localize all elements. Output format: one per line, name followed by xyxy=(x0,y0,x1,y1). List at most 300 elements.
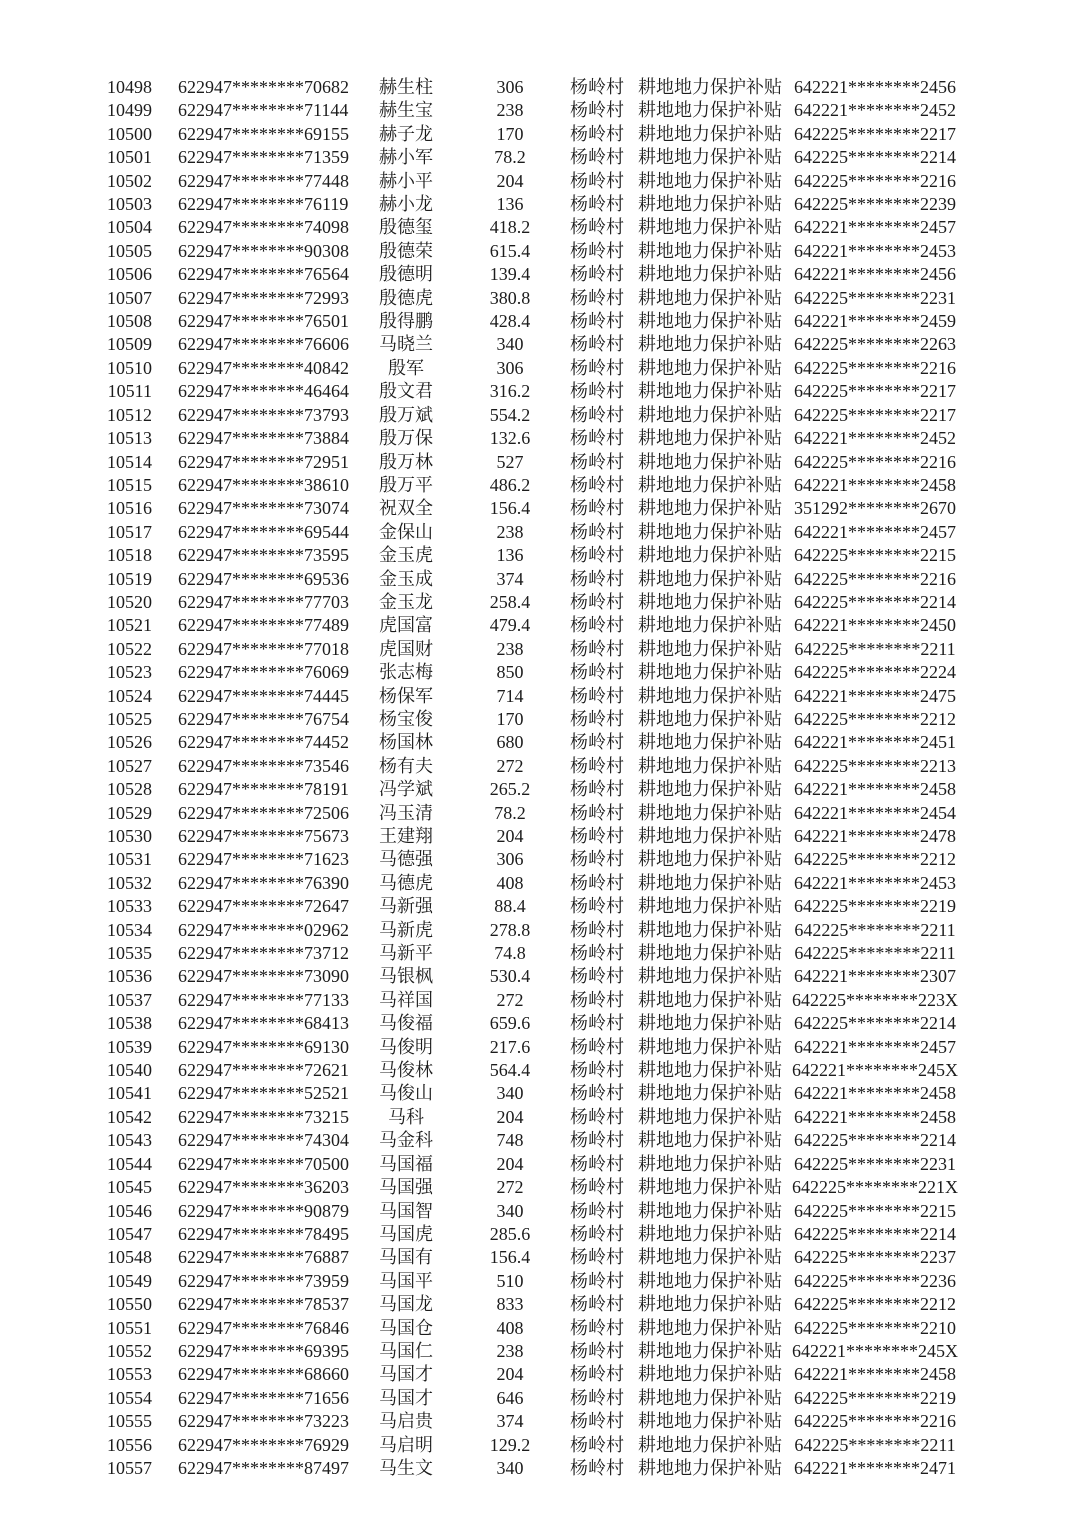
name-cell: 马俊明 xyxy=(379,1036,433,1057)
amount-cell: 170 xyxy=(496,123,524,144)
subsidy-type-cell: 耕地地力保护补贴 xyxy=(638,755,782,776)
village-cell: 杨岭村 xyxy=(570,240,624,261)
amount-cell: 204 xyxy=(496,170,524,191)
account-cell: 642225********2216 xyxy=(794,451,956,472)
id-number-cell: 622947********77489 xyxy=(178,615,349,636)
id-number-cell: 622947********76119 xyxy=(178,194,349,215)
table-row xyxy=(0,1340,1074,1363)
account-cell: 642221********2457 xyxy=(794,521,956,542)
amount-cell: 204 xyxy=(496,1153,524,1174)
village-cell: 杨岭村 xyxy=(570,943,624,964)
village-cell: 杨岭村 xyxy=(570,1060,624,1081)
seq-cell: 10511 xyxy=(107,381,152,402)
subsidy-type-cell: 耕地地力保护补贴 xyxy=(638,896,782,917)
table-row xyxy=(0,544,1074,567)
account-cell: 642225********2219 xyxy=(794,896,956,917)
amount-cell: 265.2 xyxy=(489,779,531,800)
account-cell: 642225********2216 xyxy=(794,170,956,191)
account-cell: 642221********2458 xyxy=(794,474,956,495)
amount-cell: 278.8 xyxy=(489,919,531,940)
name-cell: 马国才 xyxy=(379,1387,433,1408)
seq-cell: 10543 xyxy=(107,1130,152,1151)
account-cell: 642225********2216 xyxy=(794,357,956,378)
id-number-cell: 622947********74445 xyxy=(178,685,349,706)
amount-cell: 316.2 xyxy=(489,381,531,402)
name-cell: 殷文君 xyxy=(379,381,433,402)
name-cell: 马新平 xyxy=(379,943,433,964)
amount-cell: 156.4 xyxy=(489,498,531,519)
name-cell: 马德强 xyxy=(379,849,433,870)
village-cell: 杨岭村 xyxy=(570,287,624,308)
subsidy-type-cell: 耕地地力保护补贴 xyxy=(638,989,782,1010)
account-cell: 642221********2453 xyxy=(794,240,956,261)
village-cell: 杨岭村 xyxy=(570,264,624,285)
seq-cell: 10542 xyxy=(107,1106,152,1127)
amount-cell: 136 xyxy=(496,545,524,566)
name-cell: 冯学斌 xyxy=(379,779,433,800)
village-cell: 杨岭村 xyxy=(570,1317,624,1338)
amount-cell: 136 xyxy=(496,194,524,215)
id-number-cell: 622947********78537 xyxy=(178,1294,349,1315)
village-cell: 杨岭村 xyxy=(570,451,624,472)
seq-cell: 10556 xyxy=(107,1434,152,1455)
name-cell: 殷万保 xyxy=(379,428,433,449)
seq-cell: 10529 xyxy=(107,802,152,823)
table-row xyxy=(0,310,1074,333)
village-cell: 杨岭村 xyxy=(570,568,624,589)
seq-cell: 10540 xyxy=(107,1060,152,1081)
amount-cell: 374 xyxy=(496,1411,524,1432)
subsidy-type-cell: 耕地地力保护补贴 xyxy=(638,919,782,940)
table-row xyxy=(0,731,1074,754)
subsidy-type-cell: 耕地地力保护补贴 xyxy=(638,217,782,238)
account-cell: 642221********2458 xyxy=(794,1106,956,1127)
name-cell: 马祥国 xyxy=(379,989,433,1010)
account-cell: 642225********2214 xyxy=(794,1223,956,1244)
table-row xyxy=(0,1012,1074,1035)
seq-cell: 10547 xyxy=(107,1223,152,1244)
name-cell: 金玉成 xyxy=(379,568,433,589)
seq-cell: 10504 xyxy=(107,217,152,238)
table-row xyxy=(0,1200,1074,1223)
amount-cell: 204 xyxy=(496,1364,524,1385)
seq-cell: 10507 xyxy=(107,287,152,308)
village-cell: 杨岭村 xyxy=(570,1036,624,1057)
seq-cell: 10526 xyxy=(107,732,152,753)
account-cell: 642225********2214 xyxy=(794,591,956,612)
village-cell: 杨岭村 xyxy=(570,802,624,823)
account-cell: 642225********2212 xyxy=(794,708,956,729)
subsidy-table xyxy=(0,76,1074,1480)
account-cell: 642225********2263 xyxy=(794,334,956,355)
village-cell: 杨岭村 xyxy=(570,170,624,191)
name-cell: 马国强 xyxy=(379,1177,433,1198)
name-cell: 殷德虎 xyxy=(379,287,433,308)
village-cell: 杨岭村 xyxy=(570,849,624,870)
seq-cell: 10518 xyxy=(107,545,152,566)
id-number-cell: 622947********74304 xyxy=(178,1130,349,1151)
amount-cell: 204 xyxy=(496,1106,524,1127)
table-row xyxy=(0,240,1074,263)
id-number-cell: 622947********73595 xyxy=(178,545,349,566)
table-row xyxy=(0,919,1074,942)
seq-cell: 10500 xyxy=(107,123,152,144)
subsidy-type-cell: 耕地地力保护补贴 xyxy=(638,591,782,612)
id-number-cell: 622947********73959 xyxy=(178,1270,349,1291)
village-cell: 杨岭村 xyxy=(570,1200,624,1221)
id-number-cell: 622947********68660 xyxy=(178,1364,349,1385)
subsidy-type-cell: 耕地地力保护补贴 xyxy=(638,451,782,472)
subsidy-type-cell: 耕地地力保护补贴 xyxy=(638,1387,782,1408)
subsidy-type-cell: 耕地地力保护补贴 xyxy=(638,1294,782,1315)
name-cell: 马国福 xyxy=(379,1153,433,1174)
id-number-cell: 622947********76929 xyxy=(178,1434,349,1455)
amount-cell: 564.4 xyxy=(489,1060,531,1081)
village-cell: 杨岭村 xyxy=(570,1223,624,1244)
id-number-cell: 622947********40842 xyxy=(178,357,349,378)
village-cell: 杨岭村 xyxy=(570,755,624,776)
amount-cell: 170 xyxy=(496,708,524,729)
id-number-cell: 622947********73712 xyxy=(178,943,349,964)
subsidy-type-cell: 耕地地力保护补贴 xyxy=(638,872,782,893)
account-cell: 642225********2216 xyxy=(794,1411,956,1432)
account-cell: 642225********223X xyxy=(792,989,958,1010)
name-cell: 马俊山 xyxy=(379,1083,433,1104)
amount-cell: 204 xyxy=(496,826,524,846)
village-cell: 杨岭村 xyxy=(570,1130,624,1151)
name-cell: 赫子龙 xyxy=(379,123,433,144)
account-cell: 642221********2459 xyxy=(794,311,956,332)
amount-cell: 380.8 xyxy=(489,287,531,308)
amount-cell: 285.6 xyxy=(489,1223,531,1244)
table-row xyxy=(0,287,1074,310)
subsidy-type-cell: 耕地地力保护补贴 xyxy=(638,1177,782,1198)
id-number-cell: 622947********71359 xyxy=(178,147,349,168)
id-number-cell: 622947********73074 xyxy=(178,498,349,519)
id-number-cell: 622947********73215 xyxy=(178,1106,349,1127)
seq-cell: 10525 xyxy=(107,708,152,729)
table-row xyxy=(0,685,1074,708)
amount-cell: 238 xyxy=(496,100,524,121)
table-row xyxy=(0,170,1074,193)
account-cell: 642221********2452 xyxy=(794,100,956,121)
subsidy-type-cell: 耕地地力保护补贴 xyxy=(638,1153,782,1174)
village-cell: 杨岭村 xyxy=(570,545,624,566)
subsidy-type-cell: 耕地地力保护补贴 xyxy=(638,287,782,308)
village-cell: 杨岭村 xyxy=(570,826,624,846)
name-cell: 马晓兰 xyxy=(379,334,433,355)
seq-cell: 10501 xyxy=(107,147,152,168)
table-row xyxy=(0,591,1074,614)
table-row xyxy=(0,1457,1074,1480)
subsidy-type-cell: 耕地地力保护补贴 xyxy=(638,170,782,191)
account-cell: 642221********2456 xyxy=(794,264,956,285)
table-row xyxy=(0,1106,1074,1129)
amount-cell: 272 xyxy=(496,755,524,776)
seq-cell: 10524 xyxy=(107,685,152,706)
name-cell: 殷德荣 xyxy=(379,240,433,261)
id-number-cell: 622947********36203 xyxy=(178,1177,349,1198)
subsidy-type-cell: 耕地地力保护补贴 xyxy=(638,662,782,683)
name-cell: 殷德明 xyxy=(379,264,433,285)
village-cell: 杨岭村 xyxy=(570,732,624,753)
seq-cell: 10498 xyxy=(107,77,152,97)
name-cell: 马新虎 xyxy=(379,919,433,940)
table-row xyxy=(0,568,1074,591)
seq-cell: 10551 xyxy=(107,1317,152,1338)
subsidy-type-cell: 耕地地力保护补贴 xyxy=(638,381,782,402)
subsidy-type-cell: 耕地地力保护补贴 xyxy=(638,1247,782,1268)
subsidy-type-cell: 耕地地力保护补贴 xyxy=(638,264,782,285)
id-number-cell: 622947********73793 xyxy=(178,404,349,425)
seq-cell: 10538 xyxy=(107,1013,152,1034)
id-number-cell: 622947********69536 xyxy=(178,568,349,589)
amount-cell: 132.6 xyxy=(489,428,531,449)
amount-cell: 74.8 xyxy=(494,943,526,964)
table-row xyxy=(0,216,1074,239)
account-cell: 642225********2211 xyxy=(794,919,956,940)
id-number-cell: 622947********69155 xyxy=(178,123,349,144)
id-number-cell: 622947********76501 xyxy=(178,311,349,332)
seq-cell: 10514 xyxy=(107,451,152,472)
seq-cell: 10513 xyxy=(107,428,152,449)
seq-cell: 10530 xyxy=(107,826,152,846)
amount-cell: 340 xyxy=(496,1083,524,1104)
table-row xyxy=(0,872,1074,895)
account-cell: 642225********2231 xyxy=(794,287,956,308)
account-cell: 642225********2214 xyxy=(794,1013,956,1034)
id-number-cell: 622947********76564 xyxy=(178,264,349,285)
village-cell: 杨岭村 xyxy=(570,708,624,729)
id-number-cell: 622947********71623 xyxy=(178,849,349,870)
account-cell: 642225********2211 xyxy=(794,943,956,964)
subsidy-type-cell: 耕地地力保护补贴 xyxy=(638,1223,782,1244)
account-cell: 642221********2456 xyxy=(794,77,956,97)
amount-cell: 78.2 xyxy=(494,802,526,823)
id-number-cell: 622947********78495 xyxy=(178,1223,349,1244)
name-cell: 马国智 xyxy=(379,1200,433,1221)
subsidy-type-cell: 耕地地力保护补贴 xyxy=(638,334,782,355)
table-row xyxy=(0,263,1074,286)
id-number-cell: 622947********76846 xyxy=(178,1317,349,1338)
id-number-cell: 622947********73223 xyxy=(178,1411,349,1432)
account-cell: 642221********245X xyxy=(792,1340,958,1361)
id-number-cell: 622947********71144 xyxy=(178,100,349,121)
id-number-cell: 622947********52521 xyxy=(178,1083,349,1104)
seq-cell: 10515 xyxy=(107,474,152,495)
subsidy-type-cell: 耕地地力保护补贴 xyxy=(638,1130,782,1151)
id-number-cell: 622947********75673 xyxy=(178,826,349,846)
seq-cell: 10550 xyxy=(107,1294,152,1315)
seq-cell: 10534 xyxy=(107,919,152,940)
name-cell: 赫生宝 xyxy=(379,100,433,121)
subsidy-type-cell: 耕地地力保护补贴 xyxy=(638,357,782,378)
id-number-cell: 622947********02962 xyxy=(178,919,349,940)
seq-cell: 10509 xyxy=(107,334,152,355)
table-row xyxy=(0,1317,1074,1340)
village-cell: 杨岭村 xyxy=(570,591,624,612)
name-cell: 虎国富 xyxy=(379,615,433,636)
village-cell: 杨岭村 xyxy=(570,404,624,425)
table-row xyxy=(0,1363,1074,1386)
table-row xyxy=(0,1434,1074,1457)
amount-cell: 646 xyxy=(496,1387,524,1408)
seq-cell: 10553 xyxy=(107,1364,152,1385)
table-row xyxy=(0,357,1074,380)
account-cell: 642225********2236 xyxy=(794,1270,956,1291)
amount-cell: 530.4 xyxy=(489,966,531,987)
name-cell: 金玉虎 xyxy=(379,545,433,566)
subsidy-type-cell: 耕地地力保护补贴 xyxy=(638,147,782,168)
amount-cell: 340 xyxy=(496,1200,524,1221)
subsidy-type-cell: 耕地地力保护补贴 xyxy=(638,1457,782,1478)
name-cell: 殷万斌 xyxy=(379,404,433,425)
id-number-cell: 622947********77133 xyxy=(178,989,349,1010)
amount-cell: 850 xyxy=(496,662,524,683)
table-row xyxy=(0,146,1074,169)
name-cell: 殷万平 xyxy=(379,474,433,495)
name-cell: 殷得鹏 xyxy=(379,311,433,332)
subsidy-type-cell: 耕地地力保护补贴 xyxy=(638,1013,782,1034)
id-number-cell: 622947********46464 xyxy=(178,381,349,402)
name-cell: 杨国林 xyxy=(379,732,433,753)
account-cell: 642221********2457 xyxy=(794,1036,956,1057)
village-cell: 杨岭村 xyxy=(570,311,624,332)
amount-cell: 486.2 xyxy=(489,474,531,495)
name-cell: 虎国财 xyxy=(379,638,433,659)
account-cell: 642221********2457 xyxy=(794,217,956,238)
village-cell: 杨岭村 xyxy=(570,334,624,355)
name-cell: 马国才 xyxy=(379,1364,433,1385)
subsidy-type-cell: 耕地地力保护补贴 xyxy=(638,685,782,706)
seq-cell: 10552 xyxy=(107,1340,152,1361)
seq-cell: 10546 xyxy=(107,1200,152,1221)
account-cell: 642221********2458 xyxy=(794,1364,956,1385)
village-cell: 杨岭村 xyxy=(570,77,624,97)
name-cell: 马俊林 xyxy=(379,1060,433,1081)
village-cell: 杨岭村 xyxy=(570,1457,624,1478)
village-cell: 杨岭村 xyxy=(570,1434,624,1455)
subsidy-type-cell: 耕地地力保护补贴 xyxy=(638,404,782,425)
table-row xyxy=(0,989,1074,1012)
subsidy-type-cell: 耕地地力保护补贴 xyxy=(638,521,782,542)
amount-cell: 306 xyxy=(496,77,524,97)
village-cell: 杨岭村 xyxy=(570,1106,624,1127)
account-cell: 642225********2217 xyxy=(794,381,956,402)
id-number-cell: 622947********87497 xyxy=(178,1457,349,1478)
amount-cell: 258.4 xyxy=(489,591,531,612)
account-cell: 642225********2231 xyxy=(794,1153,956,1174)
id-number-cell: 622947********74098 xyxy=(178,217,349,238)
amount-cell: 714 xyxy=(496,685,524,706)
village-cell: 杨岭村 xyxy=(570,194,624,215)
subsidy-type-cell: 耕地地力保护补贴 xyxy=(638,1200,782,1221)
account-cell: 642221********2454 xyxy=(794,802,956,823)
village-cell: 杨岭村 xyxy=(570,357,624,378)
village-cell: 杨岭村 xyxy=(570,1083,624,1104)
table-row xyxy=(0,380,1074,403)
subsidy-type-cell: 耕地地力保护补贴 xyxy=(638,100,782,121)
table-row xyxy=(0,451,1074,474)
seq-cell: 10508 xyxy=(107,311,152,332)
village-cell: 杨岭村 xyxy=(570,100,624,121)
table-row xyxy=(0,638,1074,661)
subsidy-type-cell: 耕地地力保护补贴 xyxy=(638,77,782,97)
seq-cell: 10533 xyxy=(107,896,152,917)
table-row xyxy=(0,1176,1074,1199)
table-row xyxy=(0,1129,1074,1152)
name-cell: 马启明 xyxy=(379,1434,433,1455)
seq-cell: 10506 xyxy=(107,264,152,285)
subsidy-type-cell: 耕地地力保护补贴 xyxy=(638,802,782,823)
seq-cell: 10536 xyxy=(107,966,152,987)
table-row xyxy=(0,848,1074,871)
id-number-cell: 622947********72621 xyxy=(178,1060,349,1081)
subsidy-type-cell: 耕地地力保护补贴 xyxy=(638,1270,782,1291)
subsidy-type-cell: 耕地地力保护补贴 xyxy=(638,1036,782,1057)
amount-cell: 156.4 xyxy=(489,1247,531,1268)
table-row xyxy=(0,521,1074,544)
subsidy-type-cell: 耕地地力保护补贴 xyxy=(638,123,782,144)
account-cell: 642221********245X xyxy=(792,1060,958,1081)
village-cell: 杨岭村 xyxy=(570,1153,624,1174)
table-row xyxy=(0,1387,1074,1410)
amount-cell: 659.6 xyxy=(489,1013,531,1034)
account-cell: 642225********2215 xyxy=(794,545,956,566)
amount-cell: 340 xyxy=(496,334,524,355)
account-cell: 642225********2212 xyxy=(794,1294,956,1315)
name-cell: 马国仁 xyxy=(379,1340,433,1361)
table-row xyxy=(0,76,1074,99)
amount-cell: 408 xyxy=(496,1317,524,1338)
account-cell: 351292********2670 xyxy=(794,498,956,519)
name-cell: 殷德玺 xyxy=(379,217,433,238)
village-cell: 杨岭村 xyxy=(570,1364,624,1385)
name-cell: 马启贵 xyxy=(379,1411,433,1432)
village-cell: 杨岭村 xyxy=(570,1013,624,1034)
village-cell: 杨岭村 xyxy=(570,428,624,449)
account-cell: 642221********2307 xyxy=(794,966,956,987)
name-cell: 金保山 xyxy=(379,521,433,542)
amount-cell: 428.4 xyxy=(489,311,531,332)
name-cell: 马国平 xyxy=(379,1270,433,1291)
subsidy-type-cell: 耕地地力保护补贴 xyxy=(638,708,782,729)
seq-cell: 10531 xyxy=(107,849,152,870)
table-row xyxy=(0,333,1074,356)
amount-cell: 748 xyxy=(496,1130,524,1151)
name-cell: 杨保军 xyxy=(379,685,433,706)
subsidy-type-cell: 耕地地力保护补贴 xyxy=(638,1106,782,1127)
table-row xyxy=(0,1270,1074,1293)
seq-cell: 10521 xyxy=(107,615,152,636)
amount-cell: 238 xyxy=(496,521,524,542)
seq-cell: 10549 xyxy=(107,1270,152,1291)
amount-cell: 479.4 xyxy=(489,615,531,636)
id-number-cell: 622947********76069 xyxy=(178,662,349,683)
subsidy-type-cell: 耕地地力保护补贴 xyxy=(638,240,782,261)
subsidy-type-cell: 耕地地力保护补贴 xyxy=(638,498,782,519)
seq-cell: 10535 xyxy=(107,943,152,964)
account-cell: 642225********2237 xyxy=(794,1247,956,1268)
village-cell: 杨岭村 xyxy=(570,1177,624,1198)
village-cell: 杨岭村 xyxy=(570,872,624,893)
amount-cell: 418.2 xyxy=(489,217,531,238)
id-number-cell: 622947********72993 xyxy=(178,287,349,308)
account-cell: 642225********221X xyxy=(792,1177,958,1198)
seq-cell: 10517 xyxy=(107,521,152,542)
table-row xyxy=(0,661,1074,684)
village-cell: 杨岭村 xyxy=(570,779,624,800)
